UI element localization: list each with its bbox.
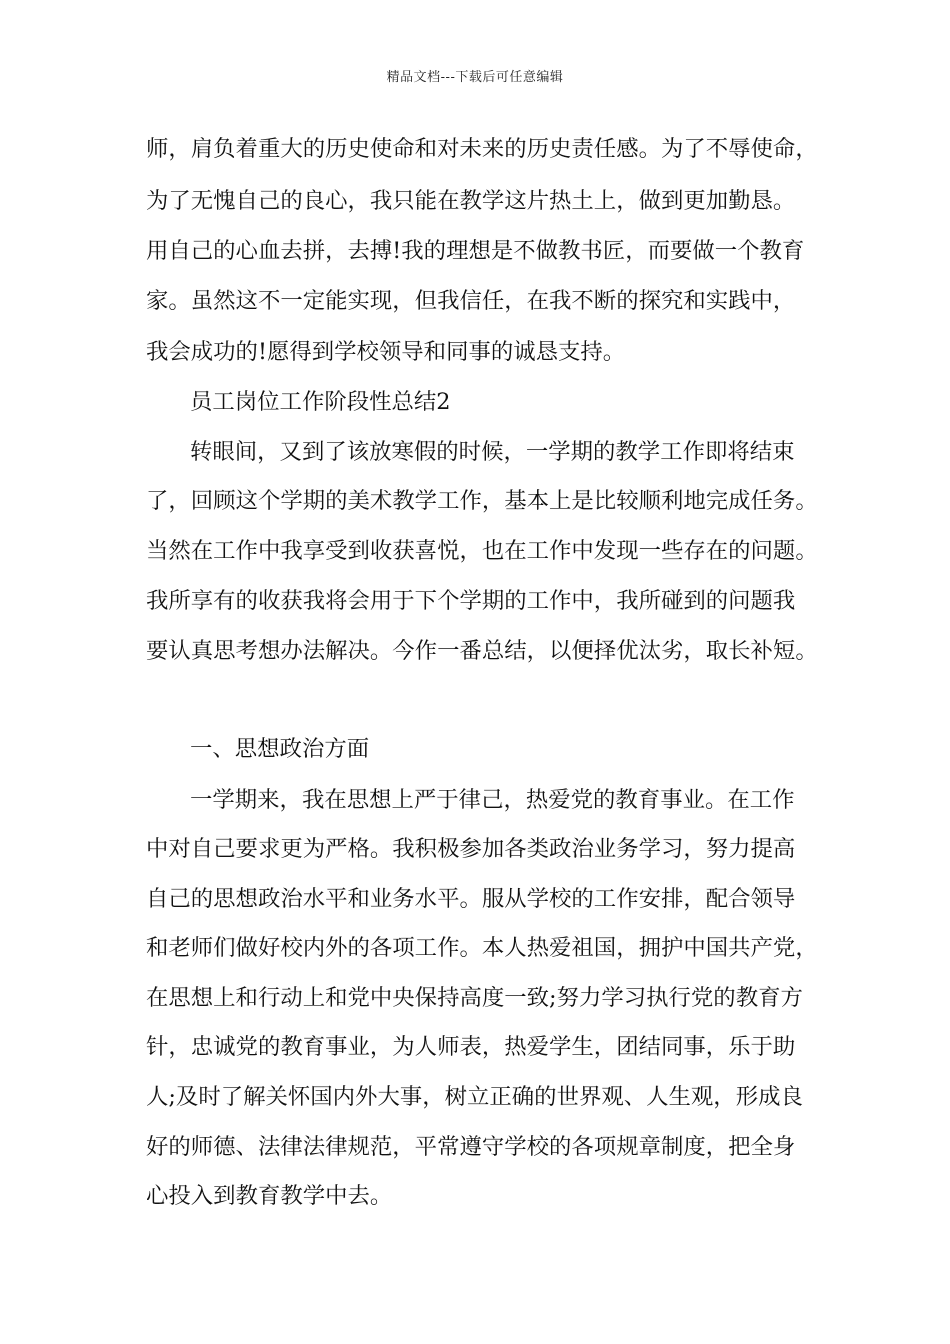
- text-line: 为了无愧自己的良心，我只能在教学这片热土上，做到更加勤恳。: [146, 188, 796, 214]
- text-line: 中对自己要求更为严格。我积极参加各类政治业务学习，努力提高: [146, 836, 796, 862]
- text-line: 和老师们做好校内外的各项工作。本人热爱祖国，拥护中国共产党，: [146, 935, 818, 961]
- text-line: 家。虽然这不一定能实现，但我信任，在我不断的探究和实践中，: [146, 288, 796, 314]
- text-line: 师，肩负着重大的历史使命和对未来的历史责任感。为了不辱使命，: [146, 136, 818, 162]
- text-line: 一学期来，我在思想上严于律己，热爱党的教育事业。在工作: [190, 787, 795, 813]
- section-title: 员工岗位工作阶段性总结2: [190, 389, 451, 415]
- text-line: 转眼间，又到了该放寒假的时候，一学期的教学工作即将结束: [190, 439, 795, 465]
- text-line: 用自己的心血去拼，去搏!我的理想是不做教书匠，而要做一个教育: [146, 238, 805, 264]
- text-line: 我会成功的!愿得到学校领导和同事的诚恳支持。: [146, 339, 626, 365]
- text-line: 针，忠诚党的教育事业，为人师表，热爱学生，团结同事，乐于助: [146, 1034, 796, 1060]
- text-line: 要认真思考想办法解决。今作一番总结，以便择优汰劣，取长补短。: [146, 638, 818, 664]
- text-line: 了，回顾这个学期的美术教学工作，基本上是比较顺利地完成任务。: [146, 488, 818, 514]
- text-line: 当然在工作中我享受到收获喜悦，也在工作中发现一些存在的问题。: [146, 538, 818, 564]
- text-line: 人;及时了解关怀国内外大事，树立正确的世界观、人生观，形成良: [146, 1084, 803, 1110]
- text-line: 心投入到教育教学中去。: [146, 1183, 393, 1209]
- text-line: 在思想上和行动上和党中央保持高度一致;努力学习执行党的教育方: [146, 985, 803, 1011]
- text-line: 我所享有的收获我将会用于下个学期的工作中，我所碰到的问题我: [146, 588, 796, 614]
- page-header: 精品文档---下载后可任意编辑: [386, 70, 564, 85]
- section-heading: 一、思想政治方面: [190, 736, 370, 762]
- text-line: 自己的思想政治水平和业务水平。服从学校的工作安排，配合领导: [146, 886, 796, 912]
- text-line: 好的师德、法律法律规范，平常遵守学校的各项规章制度，把全身: [146, 1134, 796, 1160]
